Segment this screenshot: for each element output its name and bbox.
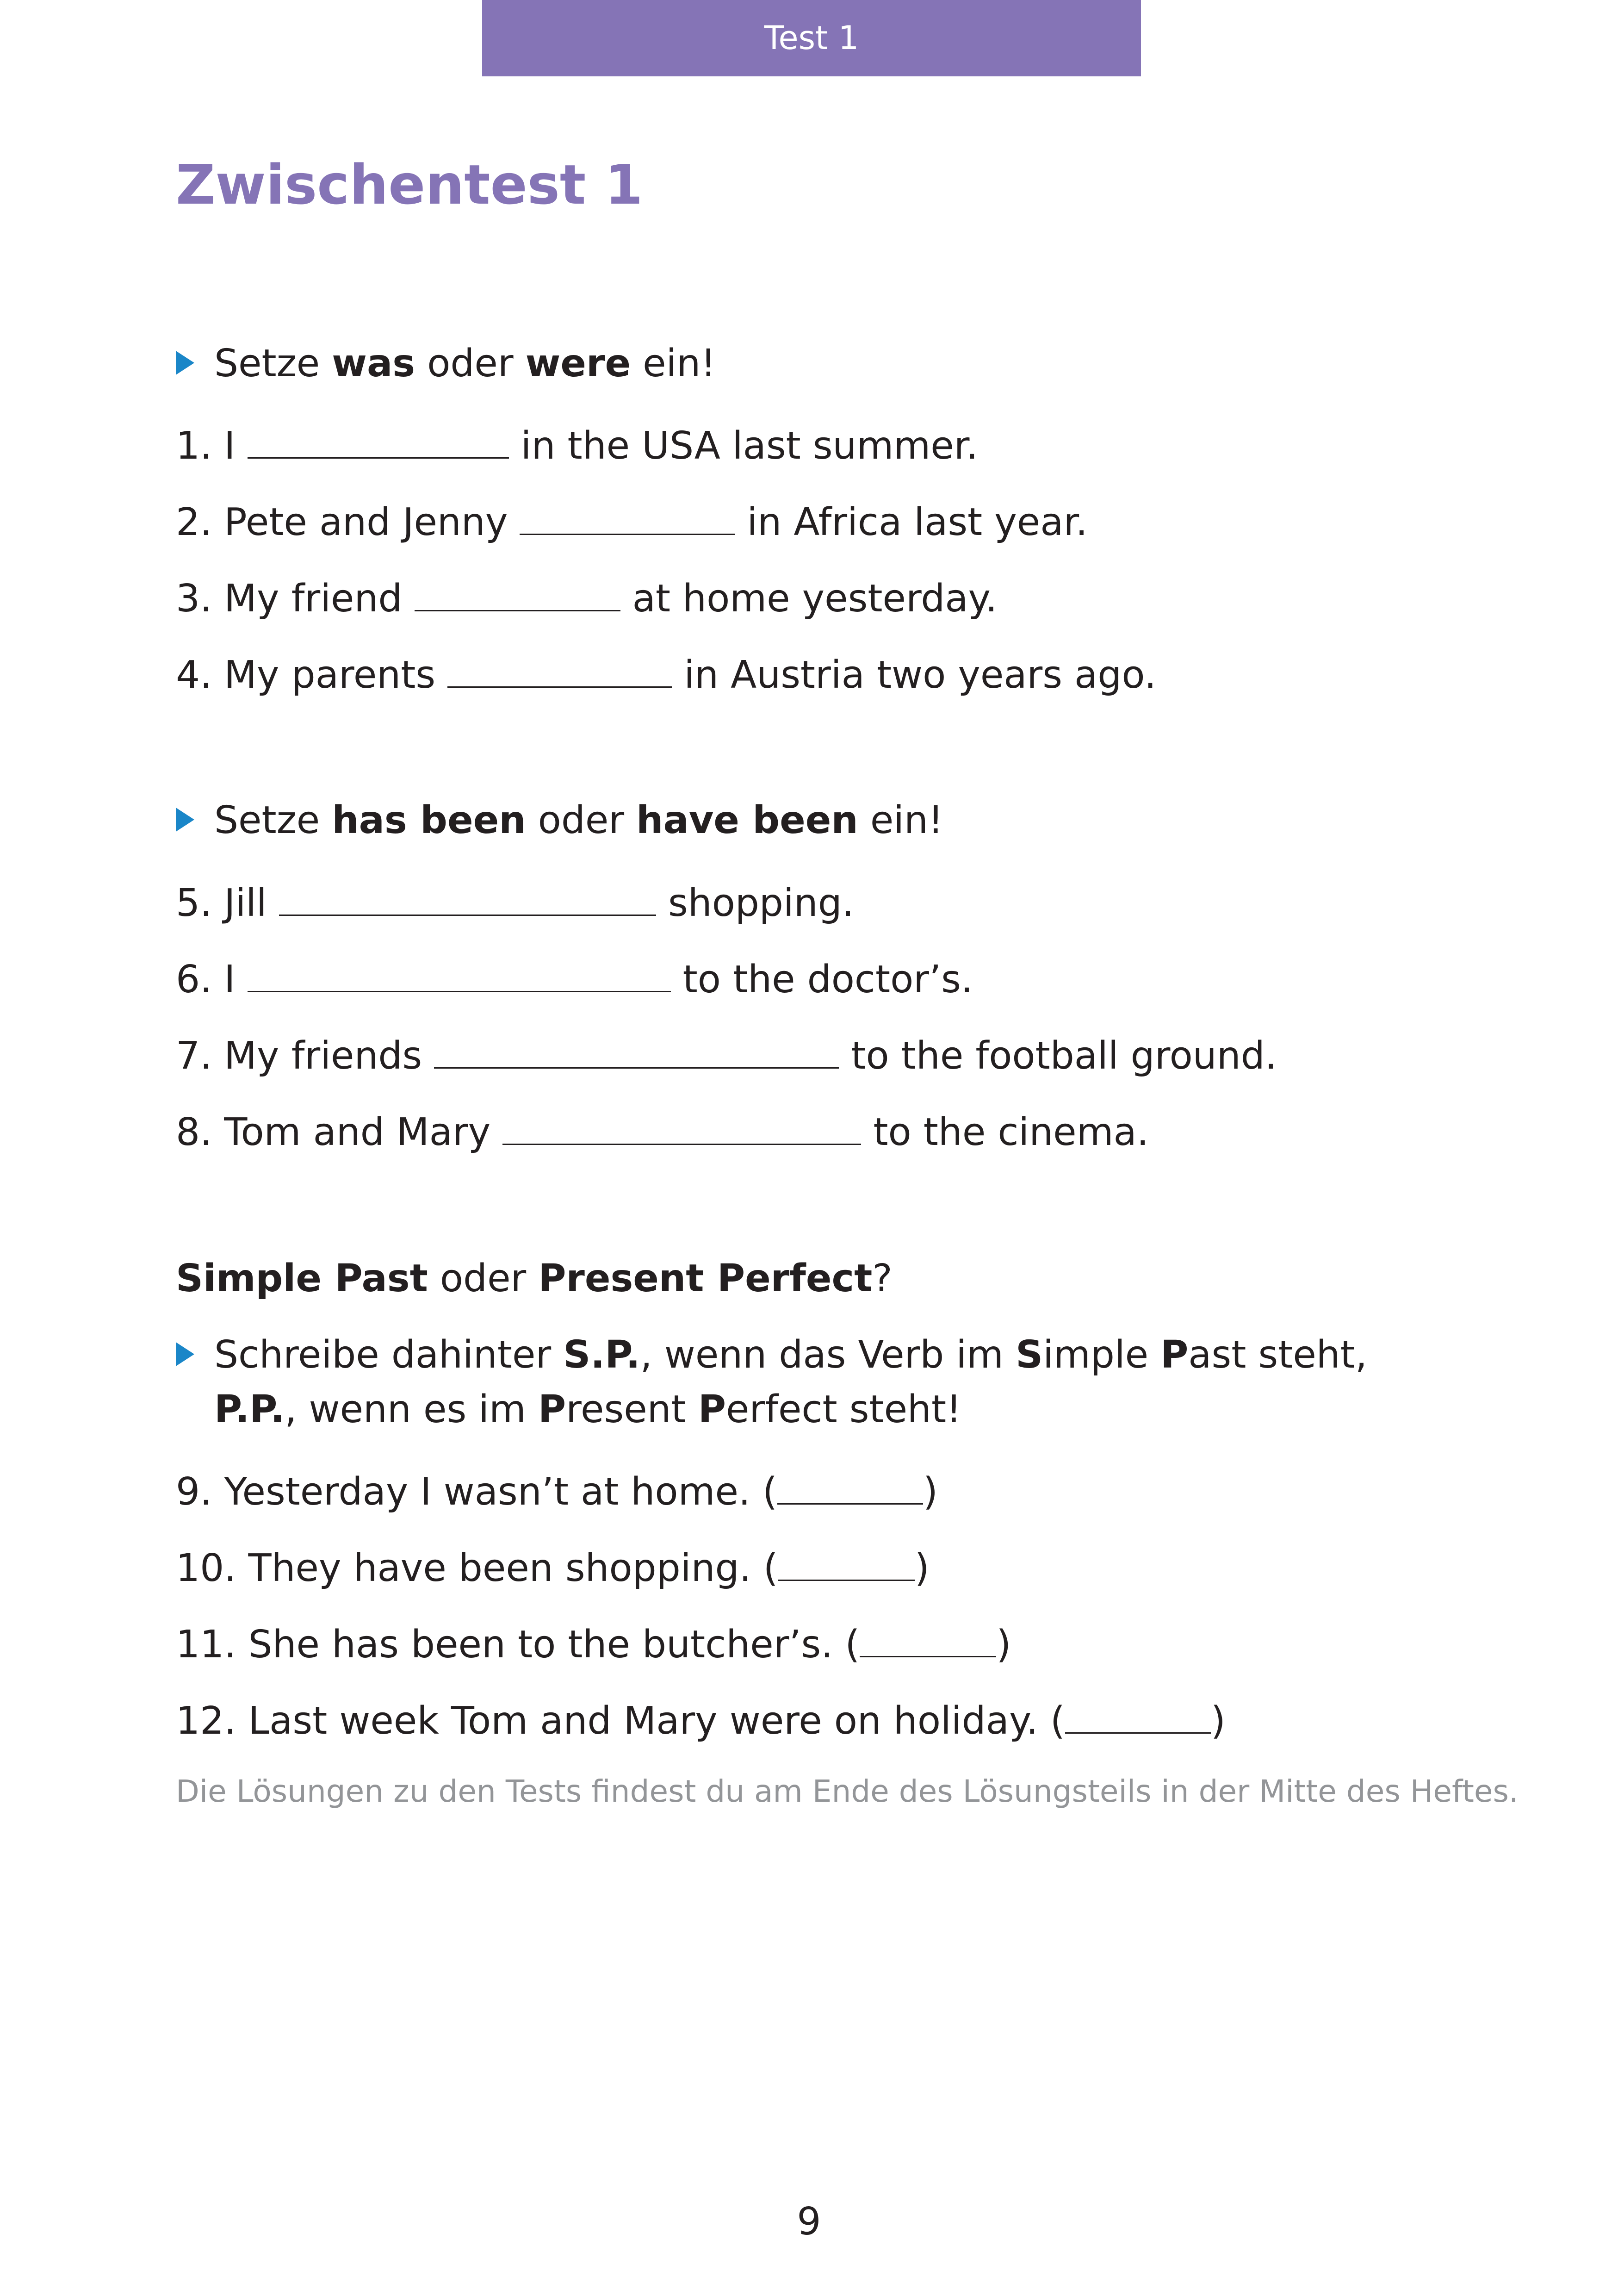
exercise-item-10: 10. They have been shopping. ( ) xyxy=(176,1543,930,1587)
answer-blank[interactable] xyxy=(447,650,672,688)
exercise-item-5: 5. Jill shopping. xyxy=(176,878,854,922)
exercise-item-12: 12. Last week Tom and Mary were on holiday. ( ) xyxy=(176,1696,1226,1740)
page-title: Zwischentest 1 xyxy=(176,153,643,217)
answer-blank[interactable] xyxy=(778,1543,915,1581)
exercise-item-2: 2. Pete and Jenny in Africa last year. xyxy=(176,498,1088,541)
exercise-item-3: 3. My friend at home yesterday. xyxy=(176,574,997,618)
answer-blank[interactable] xyxy=(1065,1696,1211,1734)
answer-blank[interactable] xyxy=(777,1467,923,1505)
exercise-item-9: 9. Yesterday I wasn’t at home. ( ) xyxy=(176,1467,938,1511)
answer-blank[interactable] xyxy=(520,498,735,535)
page-number: 9 xyxy=(797,2200,821,2244)
exercise-item-1: 1. I in the USA last summer. xyxy=(176,421,978,465)
exercise-item-6: 6. I to the doctor’s. xyxy=(176,955,973,999)
instruction-3-line-2: P.P., wenn es im Present Perfect steht! xyxy=(214,1388,962,1431)
section-heading: Simple Past oder Present Perfect? xyxy=(176,1257,893,1300)
exercise-item-8: 8. Tom and Mary to the cinema. xyxy=(176,1108,1149,1151)
footnote: Die Lösungen zu den Tests findest du am Ende des Lösungsteils in der Mitte des Heftes. xyxy=(176,1773,1519,1809)
header-tab: Test 1 xyxy=(482,0,1141,76)
answer-blank[interactable] xyxy=(860,1620,996,1657)
instruction-2: Setze has been oder have been ein! xyxy=(214,798,943,842)
play-arrow-icon xyxy=(176,351,194,375)
exercise-item-4: 4. My parents in Austria two years ago. xyxy=(176,650,1156,694)
play-arrow-icon xyxy=(176,1342,194,1366)
answer-blank[interactable] xyxy=(415,574,620,611)
instruction-3-line-1: Schreibe dahinter S.P., wenn das Verb im Simple Past steht, xyxy=(214,1333,1367,1377)
exercise-item-7: 7. My friends to the football ground. xyxy=(176,1031,1277,1075)
answer-blank[interactable] xyxy=(502,1108,861,1145)
answer-blank[interactable] xyxy=(248,421,509,459)
answer-blank[interactable] xyxy=(434,1031,839,1069)
instruction-1: Setze was oder were ein! xyxy=(214,342,716,386)
play-arrow-icon xyxy=(176,808,194,832)
answer-blank[interactable] xyxy=(248,955,671,992)
exercise-item-11: 11. She has been to the butcher’s. ( ) xyxy=(176,1620,1011,1664)
answer-blank[interactable] xyxy=(279,878,656,916)
